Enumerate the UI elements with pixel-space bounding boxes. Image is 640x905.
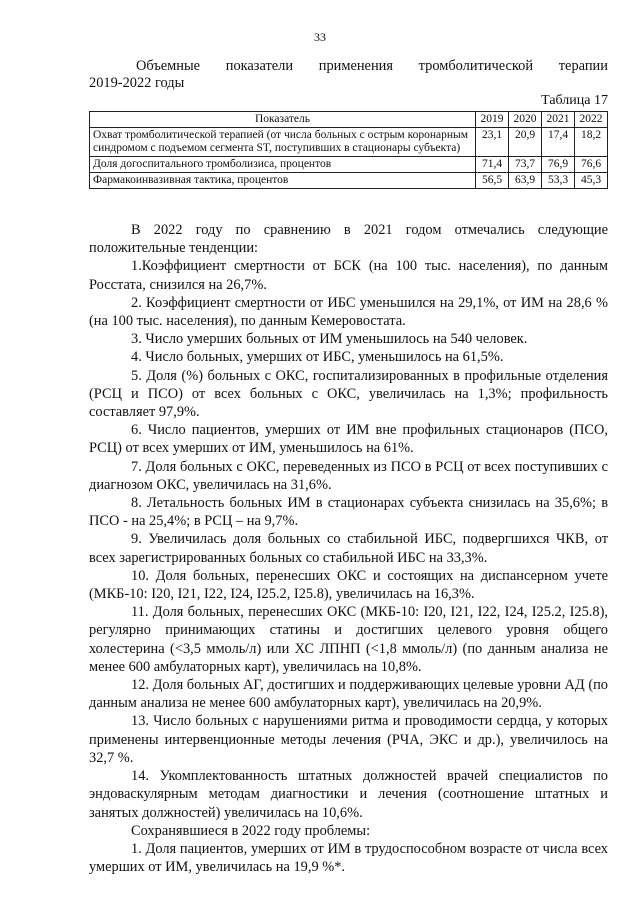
paragraph: 14. Укомплектованность штатных должностей врачей специалистов по эндоваскулярным методам диагностики и лечения (соотношение штатных и занятых должностей) увеличилась на 10,6%.	[89, 768, 608, 821]
table-cell: 76,9	[542, 157, 575, 173]
paragraph: 10. Доля больных, перенесших ОКС и состоящих на диспансерном учете (МКБ-10: I20, I21, I22, I24, I25.2, I25.8), увеличилась на 16,3%.	[89, 567, 608, 603]
page-number: 33	[314, 30, 326, 44]
table-cell: 45,3	[575, 173, 608, 189]
data-table	[89, 111, 608, 189]
paragraph: 5. Доля (%) больных с ОКС, госпитализированных в профильные отделения (РСЦ и ПСО) от всех больных с ОКС, увеличилась на 1,3%; профильность составляет 97,9%.	[89, 367, 608, 421]
row-label: Фармакоинвазивная тактика, процентов	[90, 173, 476, 189]
heading-line-2: 2019-2022 годы	[89, 75, 185, 91]
paragraph: 1. Доля пациентов, умерших от ИМ в трудоспособном возрасте от числа всех умерших от ИМ, увеличилась на 19,9 %*.	[89, 840, 608, 876]
column-header: 2022	[575, 112, 608, 128]
heading-word: терапии	[558, 58, 608, 74]
table-row	[90, 128, 608, 157]
table-cell: 20,9	[509, 128, 542, 157]
table-row	[90, 173, 608, 189]
paragraph: 11. Доля больных, перенесших ОКС (МКБ-10: I20, I21, I22, I24, I25.2, I25.8), регулярно принимающих статины и достигших целевого уровня общего холестерина (<3,5 ммоль/л) или ХС ЛПНП (<1,8 ммоль/л) (по данным анализа не менее 600 амбулаторных карт), увеличилась на 10,8%.	[89, 604, 608, 675]
paragraph: 4. Число больных, умерших от ИБС, уменьшилось на 61,5%.	[131, 349, 504, 366]
column-header: Показатель	[90, 112, 476, 128]
heading-line-1	[89, 58, 608, 75]
paragraph: 3. Число умерших больных от ИМ уменьшилось на 540 человек.	[131, 331, 528, 348]
column-header: 2021	[542, 112, 575, 128]
paragraph: 6. Число пациентов, умерших от ИМ вне профильных стационаров (ПСО, РСЦ) от всех умерших от ИМ, уменьшилось на 61%.	[89, 422, 608, 457]
table-header-row	[90, 112, 608, 128]
table-cell: 53,3	[542, 173, 575, 189]
paragraph: В 2022 году по сравнению в 2021 годом отмечались следующие положительные тенденции:	[89, 222, 608, 257]
table-row	[90, 157, 608, 173]
table-cell: 18,2	[575, 128, 608, 157]
table-cell: 71,4	[476, 157, 509, 173]
paragraph: 1.Коэффициент смертности от БСК (на 100 тыс. населения), по данным Росстата, снизился на 26,7%.	[89, 258, 608, 293]
table-cell: 23,1	[476, 128, 509, 157]
row-label: Доля догоспитального тромболизиса, процентов	[90, 157, 476, 173]
paragraph: 12. Доля больных АГ, достигших и поддерживающих целевые уровни АД (по данным анализа не менее 600 амбулаторных карт), увеличилась на 20,9%.	[89, 677, 609, 712]
heading-word: Объемные	[136, 58, 201, 74]
paragraph: 2. Коэффициент смертности от ИБС уменьшился на 29,1%, от ИМ на 28,6 % (на 100 тыс. населения), по данным Кемеровостата.	[89, 294, 608, 330]
paragraph: Сохранявшиеся в 2022 году проблемы:	[131, 822, 371, 839]
table-label: Таблица 17	[541, 93, 608, 108]
column-header: 2020	[509, 112, 542, 128]
heading-word: тромболитической	[418, 58, 534, 74]
paragraph: 7. Доля больных с ОКС, переведенных из ПСО в РСЦ от всех поступивших с диагнозом ОКС, увеличилась на 31,6%.	[89, 458, 608, 493]
section-heading	[89, 58, 608, 92]
body-text	[89, 221, 608, 876]
table-cell: 76,6	[575, 157, 608, 173]
column-header: 2019	[476, 112, 509, 128]
row-label: Охват тромболитической терапией (от числа больных с острым коронарным синдромом с подъемом сегмента ST, поступивших в стационары субъекта)	[90, 128, 476, 157]
table-cell: 17,4	[542, 128, 575, 157]
paragraph: 13. Число больных с нарушениями ритма и проводимости сердца, у которых применены интервенционные методы лечения (РЧА, ЭКС и др.), увеличилось на 32,7 %.	[89, 713, 608, 766]
table-cell: 63,9	[509, 173, 542, 189]
heading-word: показатели	[225, 58, 294, 74]
heading-word: применения	[318, 58, 393, 74]
paragraph: 9. Увеличилась доля больных со стабильной ИБС, подвергшихся ЧКВ, от всех зарегистрированных больных со стабильной ИБС на 33,3%.	[89, 531, 608, 566]
table-cell: 73,7	[509, 157, 542, 173]
table-cell: 56,5	[476, 173, 509, 189]
paragraph: 8. Летальность больных ИМ в стационарах субъекта снизилась на 35,6%; в ПСО - на 25,4%; в РСЦ – на 9,7%.	[89, 495, 608, 530]
